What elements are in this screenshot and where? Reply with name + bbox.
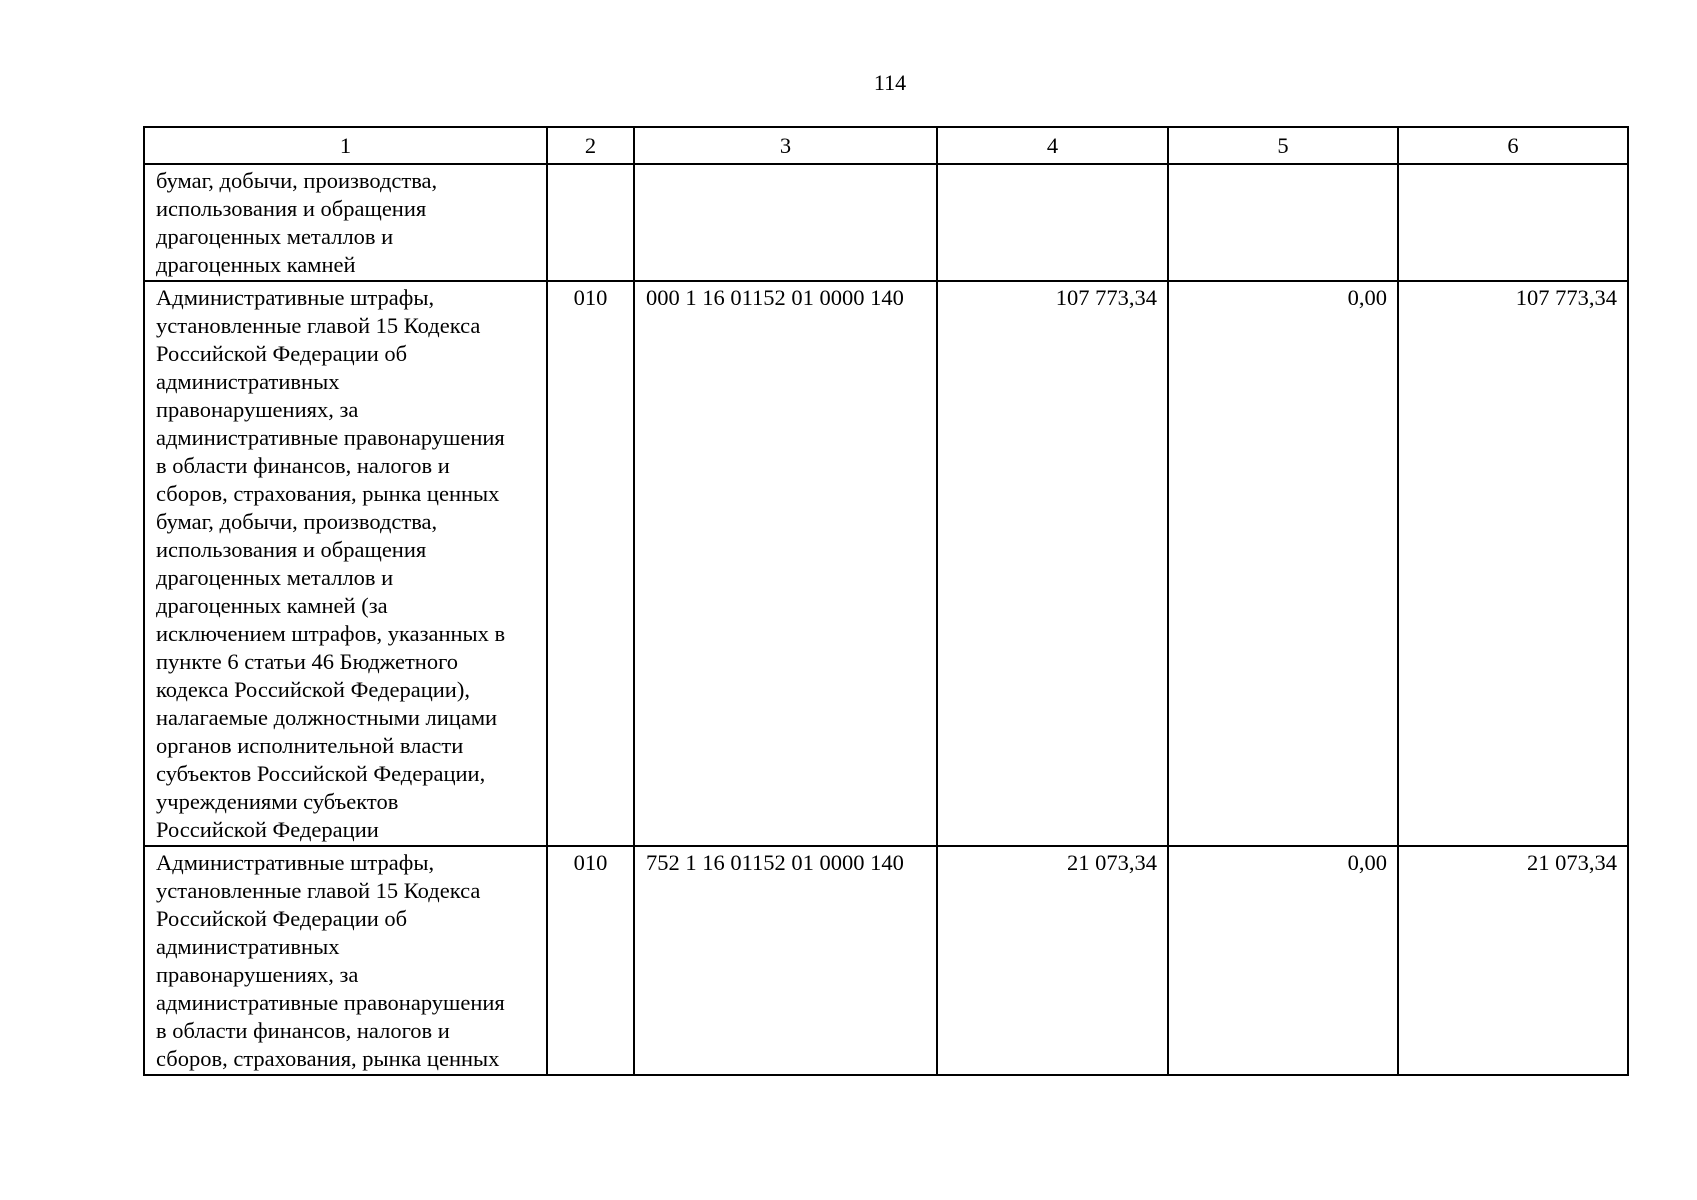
description-line: установленные главой 15 Кодекса (156, 313, 481, 338)
table-row (144, 164, 1628, 281)
description-line: административные правонарушения (156, 425, 505, 450)
description-line: установленные главой 15 Кодекса (156, 878, 481, 903)
description-line: в области финансов, налогов и (156, 1018, 450, 1043)
description-line: сборов, страхования, рынка ценных (156, 481, 500, 506)
description-line: бумаг, добычи, производства, (156, 509, 438, 534)
description-line: правонарушениях, за (156, 962, 359, 987)
description-line: драгоценных металлов и (156, 224, 394, 249)
revenue-code-cell (634, 164, 937, 281)
description-line: Российской Федерации об (156, 341, 408, 366)
report-table (143, 126, 1629, 1076)
page-number: 114 (873, 70, 907, 95)
header-cell-4: 4 (937, 127, 1168, 164)
amount-cell-col4 (937, 164, 1168, 281)
description-line: в области финансов, налогов и (156, 453, 450, 478)
description-line: драгоценных металлов и (156, 565, 394, 590)
description-line: органов исполнительной власти (156, 733, 464, 758)
header-cell-1: 1 (144, 127, 547, 164)
description-line: Административные штрафы, (156, 285, 435, 310)
header-cell-6: 6 (1398, 127, 1628, 164)
amount-cell-col6: 21 073,34 (1398, 846, 1628, 1075)
amount-cell-col5: 0,00 (1168, 281, 1398, 846)
description-line: субъектов Российской Федерации, (156, 761, 486, 786)
description-line: налагаемые должностными лицами (156, 705, 498, 730)
amount-cell-col5 (1168, 164, 1398, 281)
description-line: административных (156, 934, 340, 959)
description-line: использования и обращения (156, 537, 427, 562)
table-row (144, 281, 1628, 846)
line-code-cell (547, 164, 634, 281)
header-cell-5: 5 (1168, 127, 1398, 164)
amount-cell-col6: 107 773,34 (1398, 281, 1628, 846)
description-line: административных (156, 369, 340, 394)
amount-cell-col5: 0,00 (1168, 846, 1398, 1075)
amount-cell-col4: 21 073,34 (937, 846, 1168, 1075)
line-code-cell: 010 (547, 846, 634, 1075)
description-cell (144, 164, 547, 281)
description-line: драгоценных камней (за (156, 593, 388, 618)
description-line: использования и обращения (156, 196, 427, 221)
description-line: кодекса Российской Федерации), (156, 677, 470, 702)
header-cell-2: 2 (547, 127, 634, 164)
description-line: Административные штрафы, (156, 850, 435, 875)
description-line: Российской Федерации об (156, 906, 408, 931)
revenue-code-cell: 000 1 16 01152 01 0000 140 (634, 281, 937, 846)
table-row (144, 846, 1628, 1075)
description-line: правонарушениях, за (156, 397, 359, 422)
description-line: исключением штрафов, указанных в (156, 621, 506, 646)
revenue-code-cell: 752 1 16 01152 01 0000 140 (634, 846, 937, 1075)
description-cell (144, 846, 547, 1075)
description-line: Российской Федерации (156, 817, 379, 842)
description-line: драгоценных камней (156, 252, 356, 277)
description-line: административные правонарушения (156, 990, 505, 1015)
amount-cell-col4: 107 773,34 (937, 281, 1168, 846)
description-line: учреждениями субъектов (156, 789, 399, 814)
table-header-row (144, 127, 1628, 164)
amount-cell-col6 (1398, 164, 1628, 281)
line-code-cell: 010 (547, 281, 634, 846)
description-cell (144, 281, 547, 846)
description-line: пункте 6 статьи 46 Бюджетного (156, 649, 458, 674)
description-line: бумаг, добычи, производства, (156, 168, 438, 193)
description-line: сборов, страхования, рынка ценных (156, 1046, 500, 1071)
header-cell-3: 3 (634, 127, 937, 164)
